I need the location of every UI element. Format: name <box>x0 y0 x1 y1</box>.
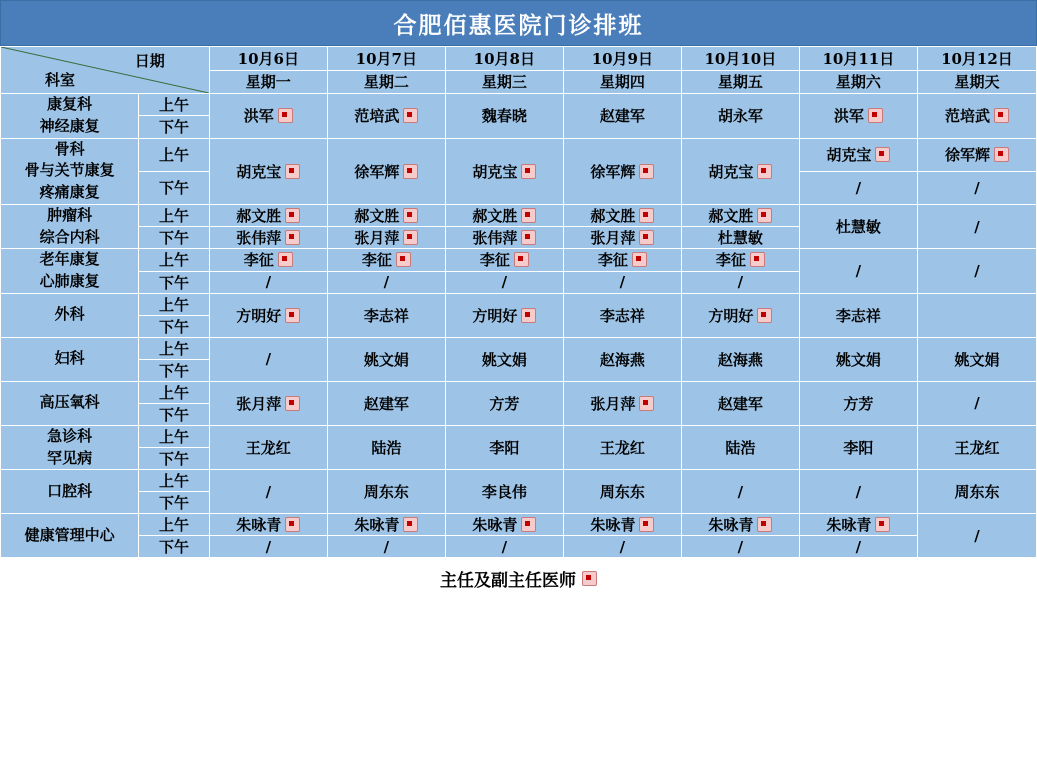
shift-label-pm: 下午 <box>139 359 210 381</box>
diagonal-divider-icon <box>1 47 209 93</box>
dept-line: 骨与关节康复 <box>24 161 115 180</box>
shift-label-am: 上午 <box>139 425 210 447</box>
cell-r3-d1-am <box>327 249 445 271</box>
doctor-name: 方明好 <box>708 306 754 325</box>
doctor-name: 朱咏青 <box>354 516 400 535</box>
doctor-name: 胡克宝 <box>236 162 282 181</box>
cell-r3-d4-pm: / <box>681 271 799 293</box>
cell-r5-d4: 赵海燕 <box>681 337 799 381</box>
page-title: 合肥佰惠医院门诊排班 <box>0 0 1037 46</box>
header-date-0: 10月6日 <box>209 47 327 71</box>
cell-r5-d1: 姚文娟 <box>327 337 445 381</box>
shift-label-pm: 下午 <box>139 116 210 138</box>
cell-r8-d2: 李良伟 <box>445 470 563 514</box>
red-square-icon <box>757 164 772 179</box>
cell-r2-d2-am <box>445 204 563 226</box>
red-square-icon <box>875 147 890 162</box>
cell-r3-d3-pm: / <box>563 271 681 293</box>
doctor-name: 李征 <box>479 251 510 270</box>
cell-r6-d3 <box>563 381 681 425</box>
cell-r8-d5: / <box>799 470 917 514</box>
doctor-name: 徐军辉 <box>944 146 990 165</box>
dept-label-6: 高压氧科 <box>1 381 139 425</box>
red-square-icon <box>403 164 418 179</box>
shift-label-am: 上午 <box>139 204 210 226</box>
header-date-1: 10月7日 <box>327 47 445 71</box>
cell-r5-d2: 姚文娟 <box>445 337 563 381</box>
cell-r4-d0 <box>209 293 327 337</box>
cell-r2-d2-pm <box>445 227 563 249</box>
shift-label-am: 上午 <box>139 94 210 116</box>
corner-header <box>1 47 210 94</box>
doctor-name: 赵建军 <box>599 107 645 126</box>
red-square-icon <box>639 230 654 245</box>
cell-r5-d6: 姚文娟 <box>917 337 1036 381</box>
red-square-icon <box>521 164 536 179</box>
cell-r9-d0-pm: / <box>209 536 327 558</box>
cell-r3-d2-am <box>445 249 563 271</box>
shift-label-pm: 下午 <box>139 536 210 558</box>
table-row <box>1 514 1037 536</box>
cell-r4-d3 <box>563 293 681 337</box>
cell-r3-d0-am <box>209 249 327 271</box>
red-square-icon <box>403 230 418 245</box>
cell-r0-d3 <box>563 94 681 139</box>
cell-r2-d3-pm <box>563 227 681 249</box>
dept-label-8: 口腔科 <box>1 470 139 514</box>
red-square-icon <box>396 252 411 267</box>
table-row <box>1 425 1037 447</box>
cell-r5-d3: 赵海燕 <box>563 337 681 381</box>
cell-r1-d2 <box>445 138 563 204</box>
header-date-3: 10月9日 <box>563 47 681 71</box>
red-square-icon <box>757 208 772 223</box>
table-row <box>1 94 1037 116</box>
header-weekday-4: 星期五 <box>681 70 799 94</box>
cell-r2-d4-am <box>681 204 799 226</box>
cell-r8-d0: / <box>209 470 327 514</box>
doctor-name: 李征 <box>715 251 746 270</box>
cell-r0-d4 <box>681 94 799 139</box>
cell-r7-d0: 王龙红 <box>209 425 327 470</box>
doctor-name: 张伟萍 <box>236 229 282 248</box>
red-square-icon <box>521 208 536 223</box>
dept-label-4: 外科 <box>1 293 139 337</box>
header-weekday-6: 星期天 <box>917 70 1036 94</box>
doctor-name: 杜慧敏 <box>717 229 763 248</box>
shift-label-am: 上午 <box>139 381 210 403</box>
cell-r4-d4 <box>681 293 799 337</box>
header-weekday-1: 星期二 <box>327 70 445 94</box>
red-square-icon <box>285 396 300 411</box>
header-weekday-0: 星期一 <box>209 70 327 94</box>
cell-r0-d6 <box>917 94 1036 139</box>
cell-r6-d2: 方芳 <box>445 381 563 425</box>
legend-label: 主任及副主任医师 <box>440 570 576 591</box>
dept-line: 罕见病 <box>47 448 93 467</box>
doctor-name: 洪军 <box>833 107 864 126</box>
red-square-icon <box>285 208 300 223</box>
doctor-name: 胡克宝 <box>472 162 518 181</box>
cell-r1-d5-am <box>799 138 917 171</box>
doctor-name: 李志祥 <box>835 306 881 325</box>
shift-label-am: 上午 <box>139 249 210 271</box>
red-square-icon <box>403 517 418 532</box>
doctor-name: 张月萍 <box>590 229 636 248</box>
cell-r3-d4-am <box>681 249 799 271</box>
cell-r8-d1: 周东东 <box>327 470 445 514</box>
cell-r9-d1-pm: / <box>327 536 445 558</box>
header-weekday-5: 星期六 <box>799 70 917 94</box>
header-weekday-2: 星期三 <box>445 70 563 94</box>
red-square-icon <box>994 108 1009 123</box>
red-square-icon <box>757 308 772 323</box>
red-square-icon <box>285 517 300 532</box>
doctor-name: 郝文胜 <box>708 206 754 225</box>
cell-r3-d5: / <box>799 249 917 294</box>
doctor-name: 杜慧敏 <box>835 218 881 236</box>
cell-r1-d1 <box>327 138 445 204</box>
doctor-name: 李征 <box>361 251 392 270</box>
header-date-6: 10月12日 <box>917 47 1036 71</box>
doctor-name: 朱咏青 <box>472 516 518 535</box>
cell-r8-d4: / <box>681 470 799 514</box>
table-row <box>1 381 1037 403</box>
shift-label-pm: 下午 <box>139 171 210 204</box>
dept-label-7 <box>1 425 139 470</box>
red-square-icon <box>639 208 654 223</box>
cell-r9-d2-pm: / <box>445 536 563 558</box>
shift-label-pm: 下午 <box>139 492 210 514</box>
dept-line: 疼痛康复 <box>39 183 100 201</box>
cell-r6-d4: 赵建军 <box>681 381 799 425</box>
cell-r7-d1: 陆浩 <box>327 425 445 470</box>
cell-r4-d6 <box>917 293 1036 337</box>
cell-r7-d2: 李阳 <box>445 425 563 470</box>
cell-r1-d3 <box>563 138 681 204</box>
doctor-name: 方明好 <box>472 306 518 325</box>
cell-r8-d6: 周东东 <box>917 470 1036 514</box>
header-date-4: 10月10日 <box>681 47 799 71</box>
dept-line: 综合内科 <box>39 227 100 246</box>
cell-r2-d1-am <box>327 204 445 226</box>
doctor-name: 徐军辉 <box>590 162 636 181</box>
shift-label-pm: 下午 <box>139 227 210 249</box>
cell-r1-d6-pm: / <box>917 171 1036 204</box>
shift-label-pm: 下午 <box>139 403 210 425</box>
dept-line: 急诊科 <box>47 426 93 445</box>
cell-r2-d1-pm <box>327 227 445 249</box>
doctor-name: 魏春晓 <box>481 107 527 126</box>
cell-r7-d4: 陆浩 <box>681 425 799 470</box>
cell-r6-d1: 赵建军 <box>327 381 445 425</box>
table-row <box>1 470 1037 492</box>
cell-r3-d6: / <box>917 249 1036 294</box>
doctor-name: 胡克宝 <box>708 162 754 181</box>
header-date-2: 10月8日 <box>445 47 563 71</box>
cell-r4-d5 <box>799 293 917 337</box>
dept-label-5: 妇科 <box>1 337 139 381</box>
header-row-dates <box>1 47 1037 71</box>
cell-r2-d3-am <box>563 204 681 226</box>
red-square-icon <box>632 252 647 267</box>
table-row <box>1 204 1037 226</box>
dept-line: 神经康复 <box>39 116 100 135</box>
cell-r9-d4-am <box>681 514 799 536</box>
cell-r7-d5: 李阳 <box>799 425 917 470</box>
legend-footer <box>0 558 1037 598</box>
doctor-name: 朱咏青 <box>708 516 754 535</box>
cell-r2-d0-am <box>209 204 327 226</box>
cell-r5-d0: / <box>209 337 327 381</box>
shift-label-pm: 下午 <box>139 315 210 337</box>
corner-dept-label: 科室 <box>45 71 76 89</box>
shift-label-am: 上午 <box>139 470 210 492</box>
dept-label-0 <box>1 94 139 139</box>
cell-r2-d5 <box>799 204 917 249</box>
red-square-icon <box>521 230 536 245</box>
corner-date-label: 日期 <box>134 52 165 70</box>
cell-r0-d2 <box>445 94 563 139</box>
dept-line: 老年康复 <box>39 250 100 269</box>
cell-r1-d5-pm: / <box>799 171 917 204</box>
cell-r3-d3-am <box>563 249 681 271</box>
cell-r0-d0 <box>209 94 327 139</box>
cell-r5-d5: 姚文娟 <box>799 337 917 381</box>
dept-line: 心肺康复 <box>39 272 100 290</box>
red-square-icon <box>278 252 293 267</box>
cell-r9-d2-am <box>445 514 563 536</box>
cell-r3-d1-pm: / <box>327 271 445 293</box>
cell-r8-d3: 周东东 <box>563 470 681 514</box>
table-row <box>1 138 1037 171</box>
cell-r7-d6: 王龙红 <box>917 425 1036 470</box>
red-square-icon <box>639 517 654 532</box>
red-square-icon <box>868 108 883 123</box>
red-square-icon <box>757 517 772 532</box>
cell-r9-d5-pm: / <box>799 536 917 558</box>
cell-r4-d1 <box>327 293 445 337</box>
cell-r9-d5-am <box>799 514 917 536</box>
doctor-name: 李征 <box>243 251 274 270</box>
cell-r6-d6: / <box>917 381 1036 425</box>
cell-r2-d0-pm <box>209 227 327 249</box>
cell-r2-d6: / <box>917 204 1036 249</box>
dept-line: 骨科 <box>54 139 85 158</box>
doctor-name: 胡克宝 <box>826 146 872 165</box>
doctor-name: 郝文胜 <box>590 206 636 225</box>
dept-line: 康复科 <box>47 95 93 113</box>
doctor-name: 郝文胜 <box>236 206 282 225</box>
shift-label-am: 上午 <box>139 138 210 171</box>
cell-r7-d3: 王龙红 <box>563 425 681 470</box>
cell-r2-d4-pm <box>681 227 799 249</box>
doctor-name: 朱咏青 <box>590 516 636 535</box>
red-square-icon <box>285 164 300 179</box>
red-square-icon <box>639 396 654 411</box>
cell-r4-d2 <box>445 293 563 337</box>
cell-r9-d6: / <box>917 514 1036 558</box>
red-square-icon <box>514 252 529 267</box>
red-square-icon <box>750 252 765 267</box>
red-square-icon <box>521 308 536 323</box>
doctor-name: 张伟萍 <box>472 229 518 248</box>
red-square-icon <box>285 308 300 323</box>
doctor-name: 朱咏青 <box>236 516 282 535</box>
red-square-icon <box>403 208 418 223</box>
shift-label-am: 上午 <box>139 293 210 315</box>
cell-r9-d0-am <box>209 514 327 536</box>
table-row <box>1 337 1037 359</box>
cell-r0-d1 <box>327 94 445 139</box>
doctor-name: 李志祥 <box>599 306 645 325</box>
red-square-icon <box>278 108 293 123</box>
doctor-name: 范培武 <box>354 107 400 126</box>
cell-r9-d3-pm: / <box>563 536 681 558</box>
dept-label-3 <box>1 249 139 294</box>
schedule-table <box>0 46 1037 558</box>
doctor-name: 张月萍 <box>590 394 636 413</box>
red-square-icon <box>403 108 418 123</box>
doctor-name: 李征 <box>597 251 628 270</box>
dept-label-9: 健康管理中心 <box>1 514 139 558</box>
red-square-icon <box>994 147 1009 162</box>
cell-r3-d0-pm: / <box>209 271 327 293</box>
cell-r9-d3-am <box>563 514 681 536</box>
cell-r0-d5 <box>799 94 917 139</box>
cell-r1-d4 <box>681 138 799 204</box>
red-square-icon <box>639 164 654 179</box>
dept-label-2 <box>1 204 139 249</box>
doctor-name: 胡永军 <box>717 107 763 126</box>
doctor-name: 范培武 <box>944 107 990 126</box>
cell-r9-d1-am <box>327 514 445 536</box>
dept-line: 肿瘤科 <box>47 205 93 224</box>
cell-r6-d0 <box>209 381 327 425</box>
shift-label-am: 上午 <box>139 337 210 359</box>
header-date-5: 10月11日 <box>799 47 917 71</box>
table-row <box>1 293 1037 315</box>
shift-label-pm: 下午 <box>139 271 210 293</box>
table-row <box>1 249 1037 271</box>
cell-r9-d4-pm: / <box>681 536 799 558</box>
doctor-name: 徐军辉 <box>354 162 400 181</box>
red-square-icon <box>285 230 300 245</box>
doctor-name: 张月萍 <box>354 229 400 248</box>
doctor-name: 郝文胜 <box>472 206 518 225</box>
red-square-icon <box>582 571 597 586</box>
cell-r6-d5: 方芳 <box>799 381 917 425</box>
red-square-icon <box>875 517 890 532</box>
cell-r1-d0 <box>209 138 327 204</box>
cell-r3-d2-pm: / <box>445 271 563 293</box>
doctor-name: 朱咏青 <box>826 516 872 535</box>
header-weekday-3: 星期四 <box>563 70 681 94</box>
doctor-name: 李志祥 <box>363 306 409 325</box>
doctor-name: 郝文胜 <box>354 206 400 225</box>
doctor-name: 洪军 <box>243 107 274 126</box>
doctor-name: 方明好 <box>236 306 282 325</box>
shift-label-pm: 下午 <box>139 448 210 470</box>
red-square-icon <box>521 517 536 532</box>
shift-label-am: 上午 <box>139 514 210 536</box>
cell-r1-d6-am <box>917 138 1036 171</box>
dept-label-1 <box>1 138 139 204</box>
doctor-name: 张月萍 <box>236 394 282 413</box>
table-row <box>1 536 1037 558</box>
